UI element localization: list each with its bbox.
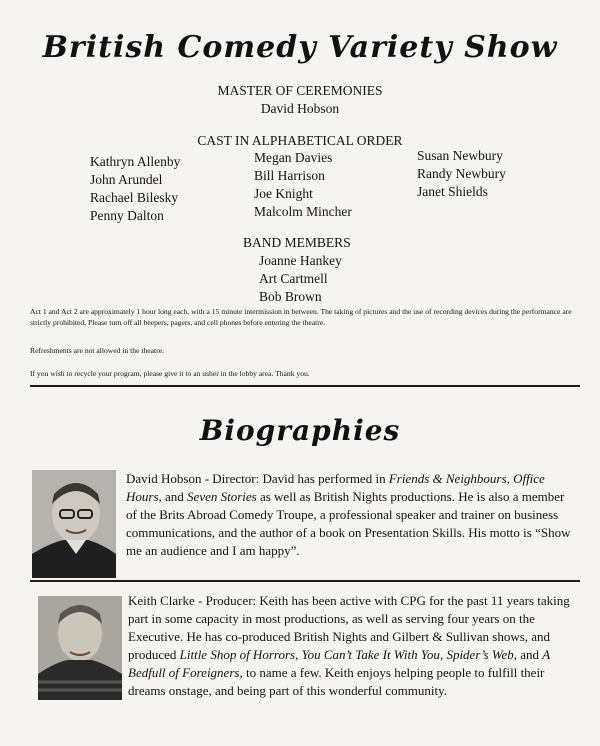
cast-column-1 bbox=[90, 153, 180, 225]
page-title: British Comedy Variety Show bbox=[42, 30, 558, 65]
recycle-note: If you wish to recycle your program, please give it to an usher in the lobby area. Thank you. bbox=[30, 369, 310, 378]
bio-title-italic: A Bedfull of Foreigners bbox=[128, 647, 550, 680]
cast-member: Malcolm Mincher bbox=[254, 204, 352, 219]
intermission-note: Act 1 and Act 2 are approximately 1 hour long each, with a 15 minute intermission in between. The taking of pictures and the use of recording devices during the performance are strictly prohibited. Please turn off all beepers, pagers, and cell phones before entering the theatre. bbox=[30, 307, 572, 327]
band-member: Joanne Hankey bbox=[259, 253, 342, 268]
bio-title-italic: Seven Stories bbox=[187, 489, 257, 504]
cast-column-3 bbox=[417, 147, 506, 201]
band-member: Bob Brown bbox=[259, 289, 322, 304]
refreshments-note: Refreshments are not allowed in the theatre. bbox=[30, 346, 164, 355]
director-photo bbox=[32, 470, 116, 578]
cast-member: Bill Harrison bbox=[254, 168, 325, 183]
cast-member: Rachael Bilesky bbox=[90, 190, 179, 205]
bio-text: Keith Clarke - Producer: Keith has been active with CPG for the past 11 years taking part in some capacity in most productions, as well as serving four years on the Executive. He has co-produced British Nights and Gilbert & Sullivan shows, and produced bbox=[128, 593, 570, 662]
band-heading: BAND MEMBERS bbox=[243, 235, 351, 250]
cast-member: Janet Shields bbox=[417, 184, 488, 199]
bio-text: , bbox=[439, 647, 447, 662]
bio-title-italic: Office Hours, bbox=[126, 471, 545, 504]
cast-column-2 bbox=[254, 149, 352, 221]
bio-title-italic: Spider’s Web bbox=[446, 647, 514, 662]
bio-text: as well as British Nights productions. He is also a member of the Brits Abroad Comedy Troupe, a professional speaker and trainer on business communications, and the author of a book on Presentation Skills. His motto is “Show me an audience and I am happy”. bbox=[126, 489, 571, 558]
bio-text: David Hobson - Director: David has performed in bbox=[126, 471, 389, 486]
cast-member: Penny Dalton bbox=[90, 208, 164, 223]
bio-text: , bbox=[506, 471, 514, 486]
bio-title-italic: You Can’t Take It With You bbox=[301, 647, 440, 662]
cast-heading: CAST IN ALPHABETICAL ORDER bbox=[197, 133, 403, 148]
producer-bio bbox=[128, 592, 576, 700]
director-bio bbox=[126, 470, 572, 560]
bio-title-italic: Friends & Neighbours bbox=[388, 471, 507, 486]
cast-member: Megan Davies bbox=[254, 150, 333, 165]
bio-text: , and bbox=[513, 647, 543, 662]
cast-member: John Arundel bbox=[90, 172, 163, 187]
cast-member: Randy Newbury bbox=[417, 166, 506, 181]
cast-member: Susan Newbury bbox=[417, 148, 503, 163]
cast-member: Kathryn Allenby bbox=[90, 154, 181, 169]
band-member: Art Cartmell bbox=[259, 271, 328, 286]
bio-text: , bbox=[295, 647, 302, 662]
master-heading: MASTER OF CEREMONIES bbox=[217, 83, 383, 98]
bio-text: , to name a few. Keith enjoys helping people to fulfill their dreams onstage, and being part of this wonderful community. bbox=[128, 665, 545, 698]
band-list bbox=[259, 252, 342, 306]
section-divider bbox=[30, 385, 580, 387]
bio-text: and bbox=[161, 489, 188, 504]
biographies-heading: Biographies bbox=[199, 414, 401, 447]
cast-member: Joe Knight bbox=[254, 186, 313, 201]
bio-divider bbox=[30, 580, 580, 582]
bio-title-italic: Little Shop of Horrors bbox=[179, 647, 296, 662]
master-name: David Hobson bbox=[260, 101, 340, 116]
producer-photo bbox=[38, 596, 122, 700]
